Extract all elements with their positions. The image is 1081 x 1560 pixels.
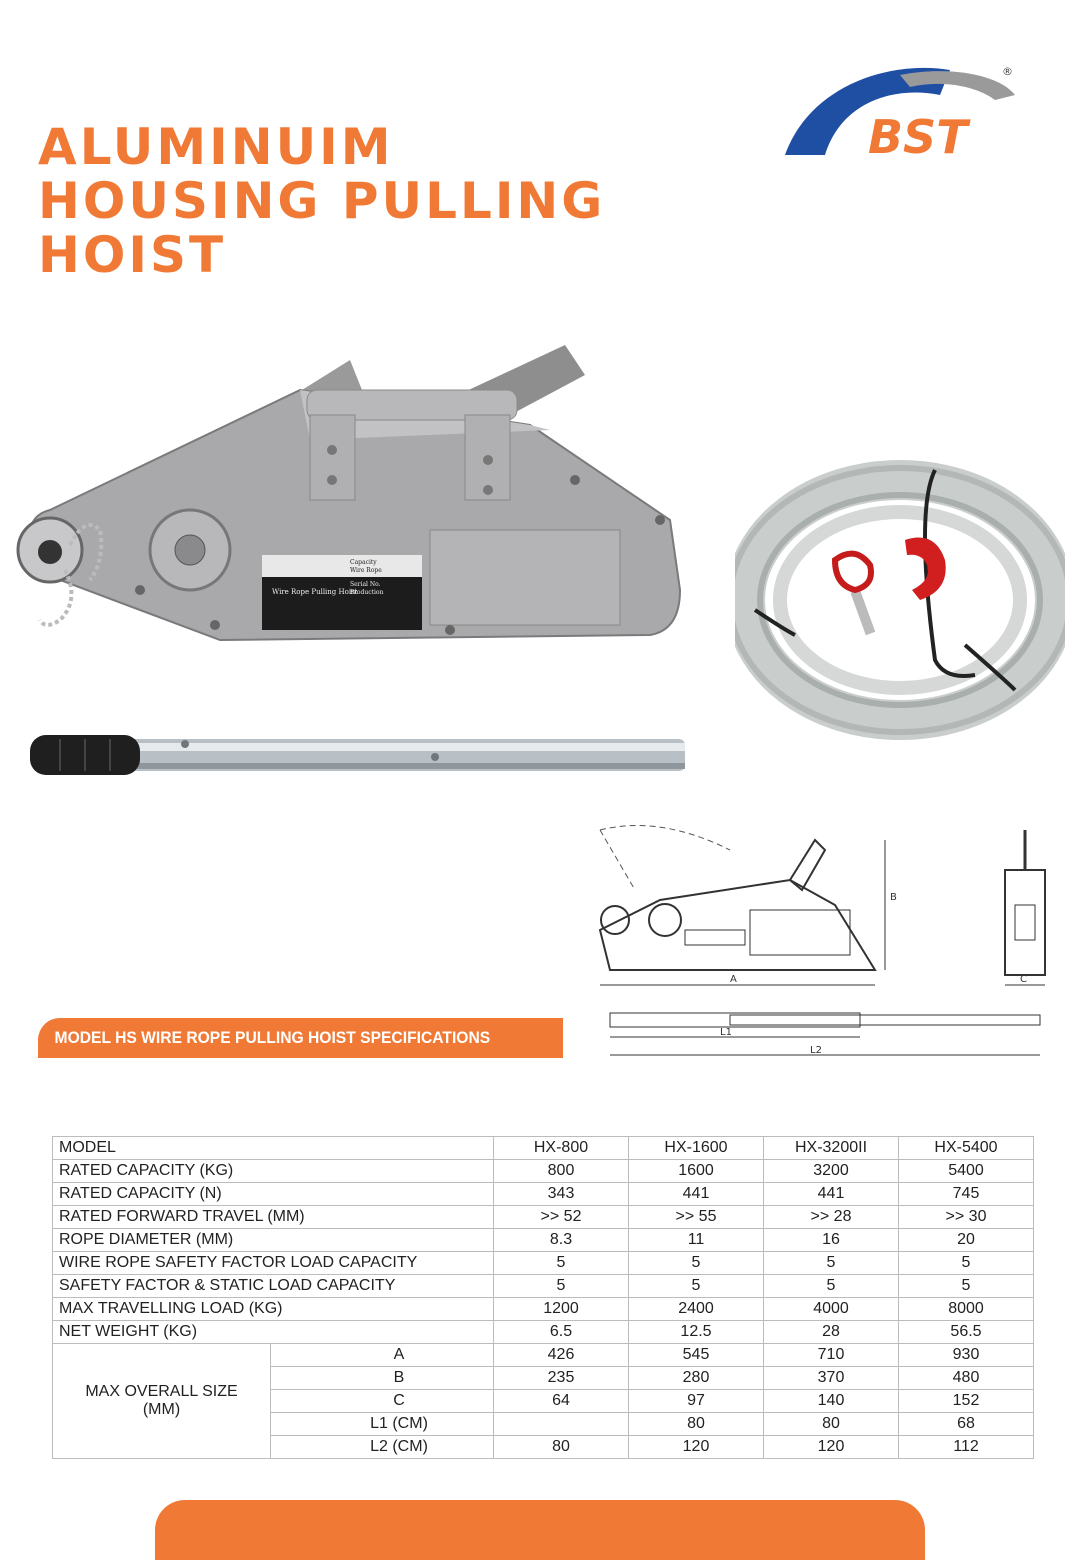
spec-value: >> 28 xyxy=(764,1206,899,1229)
model-name: HX-5400 xyxy=(899,1137,1034,1160)
svg-text:BST: BST xyxy=(868,110,968,164)
spec-value: 12.5 xyxy=(629,1321,764,1344)
spec-label: SAFETY FACTOR & STATIC LOAD CAPACITY xyxy=(53,1275,494,1298)
spec-value: >> 55 xyxy=(629,1206,764,1229)
spec-value: 11 xyxy=(629,1229,764,1252)
hoist-plate-serial: Serial No. xyxy=(350,581,381,588)
specifications-table-body xyxy=(53,1137,1034,1459)
size-dimension-label: B xyxy=(271,1367,494,1390)
spec-value: 20 xyxy=(899,1229,1034,1252)
table-row xyxy=(53,1229,1034,1252)
size-group-label-line-1: MAX OVERALL SIZE xyxy=(85,1383,238,1400)
spec-value: 5 xyxy=(629,1252,764,1275)
spec-value: 80 xyxy=(764,1413,899,1436)
spec-value: 480 xyxy=(899,1367,1034,1390)
spec-value: 1200 xyxy=(494,1298,629,1321)
spec-value: 5400 xyxy=(899,1160,1034,1183)
spec-value: 4000 xyxy=(764,1298,899,1321)
spec-value: 745 xyxy=(899,1183,1034,1206)
size-dimension-label: C xyxy=(271,1390,494,1413)
spec-value: 8000 xyxy=(899,1298,1034,1321)
spec-value: 2400 xyxy=(629,1298,764,1321)
title-line-1: ALUMINUIM xyxy=(38,118,394,176)
spec-value: 710 xyxy=(764,1344,899,1367)
model-name: HX-800 xyxy=(494,1137,629,1160)
spec-value: 343 xyxy=(494,1183,629,1206)
table-row xyxy=(53,1298,1034,1321)
spec-value: 80 xyxy=(629,1413,764,1436)
spec-value: 80 xyxy=(494,1436,629,1459)
spec-value: 930 xyxy=(899,1344,1034,1367)
spec-value: 545 xyxy=(629,1344,764,1367)
spec-label: MAX TRAVELLING LOAD (KG) xyxy=(53,1298,494,1321)
size-dimension-label: A xyxy=(271,1344,494,1367)
svg-text:®: ® xyxy=(1002,65,1013,78)
model-name: HX-3200II xyxy=(764,1137,899,1160)
dimension-label-c: C xyxy=(1020,974,1027,985)
footer-bar xyxy=(155,1500,925,1560)
dimension-drawing xyxy=(590,820,1060,1000)
spec-label: RATED CAPACITY (KG) xyxy=(53,1160,494,1183)
spec-value: >> 30 xyxy=(899,1206,1034,1229)
spec-value xyxy=(494,1413,629,1436)
spec-value: 120 xyxy=(629,1436,764,1459)
spec-value: 370 xyxy=(764,1367,899,1390)
table-row xyxy=(53,1321,1034,1344)
spec-value: 441 xyxy=(629,1183,764,1206)
spec-value: 68 xyxy=(899,1413,1034,1436)
spec-value: 8.3 xyxy=(494,1229,629,1252)
spec-value: 112 xyxy=(899,1436,1034,1459)
handle-dimension-drawing xyxy=(600,1005,1050,1075)
dimension-label-l1: L1 xyxy=(720,1027,732,1038)
hoist-photo xyxy=(10,330,700,670)
table-row xyxy=(53,1344,1034,1367)
spec-value: 5 xyxy=(899,1252,1034,1275)
spec-value: 5 xyxy=(494,1252,629,1275)
size-dimension-label: L1 (CM) xyxy=(271,1413,494,1436)
spec-value: 426 xyxy=(494,1344,629,1367)
spec-value: 5 xyxy=(764,1275,899,1298)
specifications-banner xyxy=(38,1018,563,1058)
hoist-plate-wire-rope: Wire Rope xyxy=(350,567,382,574)
spec-value: 800 xyxy=(494,1160,629,1183)
spec-value: 1600 xyxy=(629,1160,764,1183)
spec-value: 5 xyxy=(764,1252,899,1275)
table-row xyxy=(53,1183,1034,1206)
spec-value: 140 xyxy=(764,1390,899,1413)
lever-handle-photo xyxy=(25,725,695,785)
size-group-label xyxy=(53,1344,271,1459)
spec-value: 120 xyxy=(764,1436,899,1459)
spec-value: 3200 xyxy=(764,1160,899,1183)
spec-label: NET WEIGHT (KG) xyxy=(53,1321,494,1344)
model-name: HX-1600 xyxy=(629,1137,764,1160)
dimension-label-a: A xyxy=(730,974,737,985)
table-row xyxy=(53,1252,1034,1275)
specifications-heading: MODEL HS WIRE ROPE PULLING HOIST SPECIFICATIONS xyxy=(54,1028,491,1047)
spec-value: 97 xyxy=(629,1390,764,1413)
spec-value: 16 xyxy=(764,1229,899,1252)
spec-value: 152 xyxy=(899,1390,1034,1413)
spec-value: 28 xyxy=(764,1321,899,1344)
spec-value: 64 xyxy=(494,1390,629,1413)
model-label: MODEL xyxy=(53,1137,494,1160)
hoist-plate-production: Production xyxy=(350,589,384,596)
spec-value: 235 xyxy=(494,1367,629,1390)
size-dimension-label: L2 (CM) xyxy=(271,1436,494,1459)
hoist-plate-capacity: Capacity xyxy=(350,559,377,566)
wire-rope-photo xyxy=(735,460,1065,740)
spec-value: 441 xyxy=(764,1183,899,1206)
specifications-table xyxy=(52,1136,1034,1459)
table-row xyxy=(53,1206,1034,1229)
spec-value: 56.5 xyxy=(899,1321,1034,1344)
hoist-plate-name: Wire Rope Pulling Hoist xyxy=(272,588,358,596)
table-header-row xyxy=(53,1137,1034,1160)
spec-value: 5 xyxy=(494,1275,629,1298)
spec-value: 5 xyxy=(629,1275,764,1298)
bst-logo xyxy=(780,55,1020,165)
dimension-label-l2: L2 xyxy=(810,1045,822,1056)
table-row xyxy=(53,1275,1034,1298)
size-group-label-line-2: (MM) xyxy=(142,1401,181,1418)
page-title xyxy=(38,120,605,282)
title-line-2: HOUSING PULLING xyxy=(38,172,606,230)
title-line-3: HOIST xyxy=(38,226,227,284)
dimension-label-b: B xyxy=(890,892,897,903)
spec-value: 5 xyxy=(899,1275,1034,1298)
spec-label: RATED FORWARD TRAVEL (MM) xyxy=(53,1206,494,1229)
spec-label: RATED CAPACITY (N) xyxy=(53,1183,494,1206)
spec-value: 6.5 xyxy=(494,1321,629,1344)
spec-value: >> 52 xyxy=(494,1206,629,1229)
table-row xyxy=(53,1160,1034,1183)
spec-label: ROPE DIAMETER (MM) xyxy=(53,1229,494,1252)
spec-label: WIRE ROPE SAFETY FACTOR LOAD CAPACITY xyxy=(53,1252,494,1275)
spec-value: 280 xyxy=(629,1367,764,1390)
